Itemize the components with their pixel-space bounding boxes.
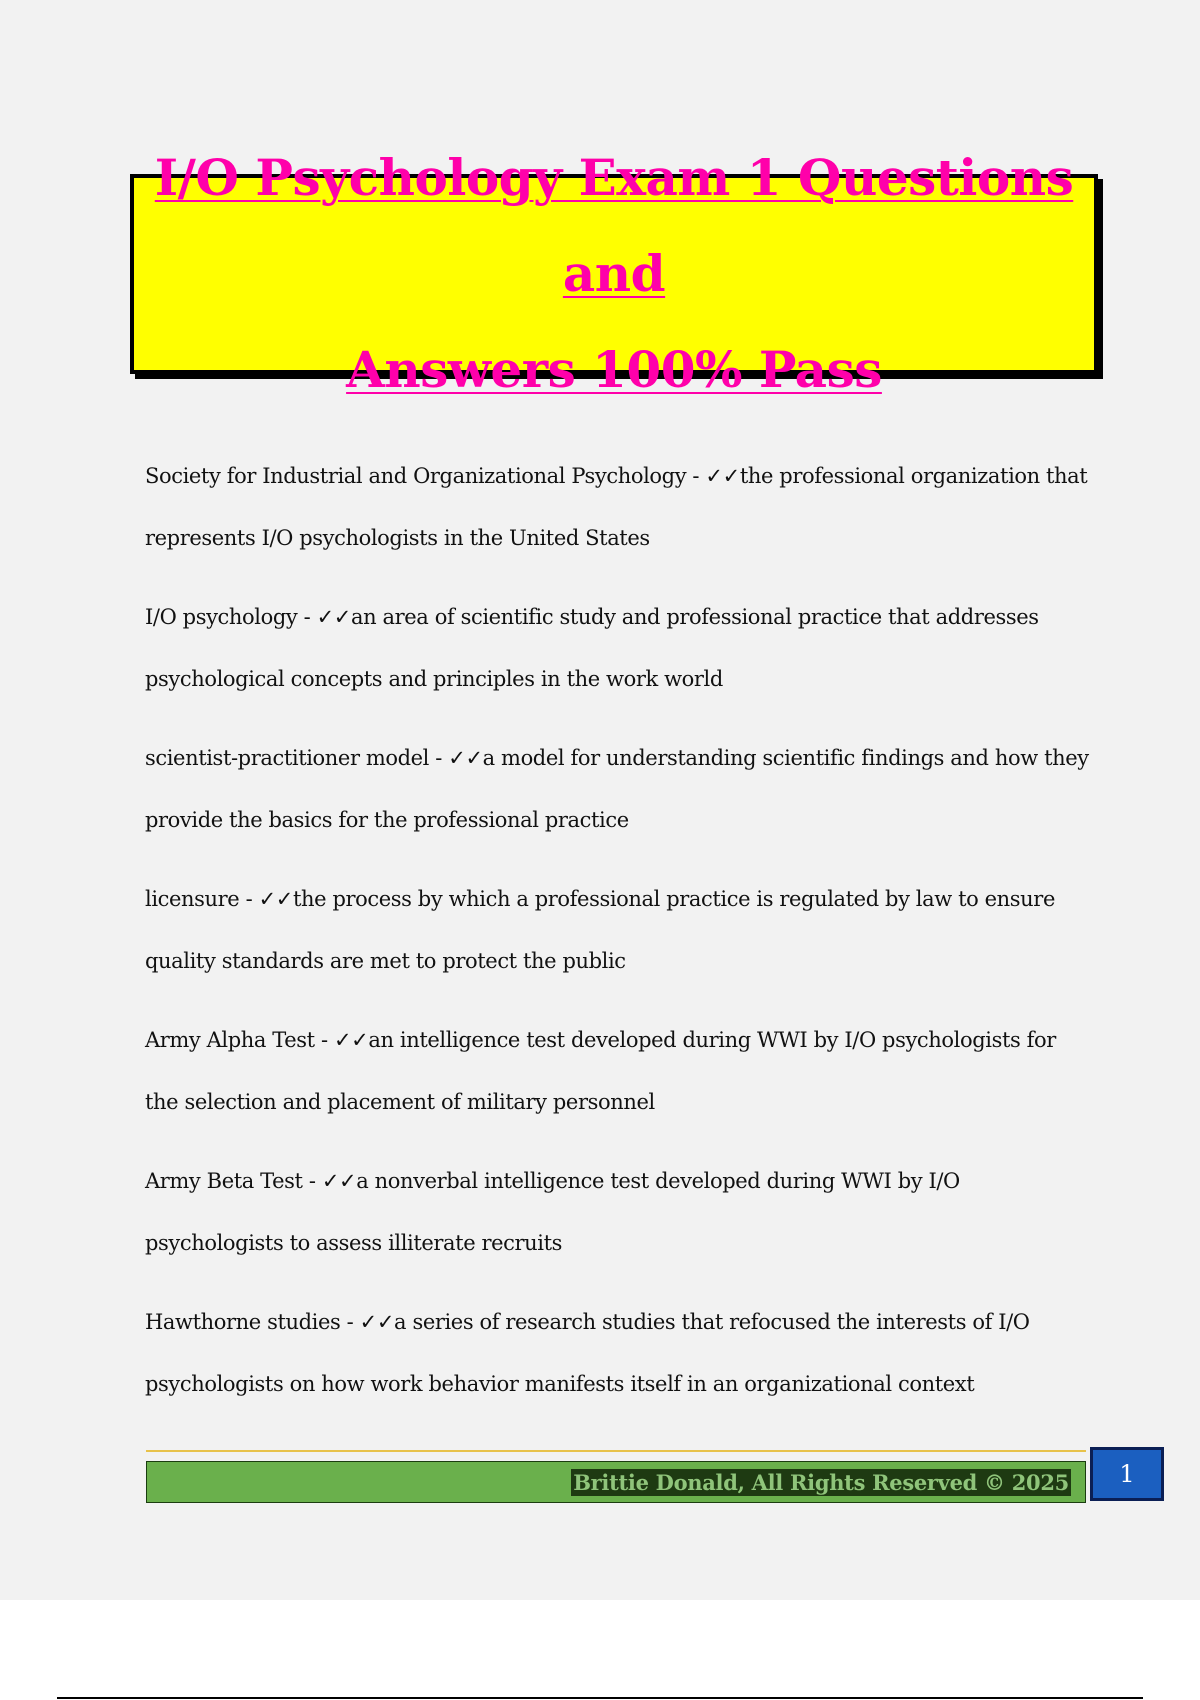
entry-definition: a series of research studies that refocused the interests of I/O psychologists on how work behavior manifests itself in an organizational context	[145, 1310, 1030, 1396]
flashcard-entry	[145, 868, 1095, 992]
title-line-1: I/O Psychology Exam 1 Questions and	[154, 148, 1074, 303]
entry-separator: -	[239, 887, 259, 911]
copyright-text: Brittie Donald, All Rights Reserved © 2025	[573, 1469, 1069, 1495]
footer-bar	[146, 1461, 1086, 1503]
entry-term: Army Alpha Test	[145, 1028, 315, 1052]
flashcard-entry	[145, 1009, 1095, 1133]
check-marks-icon: ✓✓	[316, 605, 351, 629]
page-number: 1	[1090, 1447, 1164, 1501]
entry-definition: an intelligence test developed during WWI by I/O psychologists for the selection and placement of military personnel	[145, 1028, 1056, 1114]
entry-term: Hawthorne studies	[145, 1310, 341, 1334]
footer-divider	[146, 1450, 1086, 1452]
entry-term: scientist-practitioner model	[145, 746, 429, 770]
entry-separator: -	[297, 605, 317, 629]
check-marks-icon: ✓✓	[258, 887, 293, 911]
check-marks-icon: ✓✓	[321, 1169, 357, 1193]
entry-definition: a nonverbal intelligence test developed during WWI by I/O psychologists to assess illiterate recruits	[145, 1169, 960, 1255]
check-marks-icon: ✓✓	[333, 1028, 369, 1052]
entry-term: I/O psychology	[145, 605, 298, 629]
flashcard-entry	[145, 1150, 1095, 1274]
bottom-rule	[57, 1697, 1143, 1699]
entry-separator: -	[429, 746, 449, 770]
entry-separator: -	[686, 464, 706, 488]
flashcard-list	[145, 445, 1095, 1432]
check-marks-icon: ✓✓	[448, 746, 483, 770]
entry-separator: -	[314, 1028, 334, 1052]
check-marks-icon: ✓✓	[359, 1310, 395, 1334]
flashcard-entry	[145, 586, 1095, 710]
title-line-2: Answers 100% Pass	[346, 340, 882, 399]
entry-separator: -	[340, 1310, 360, 1334]
entry-term: Army Beta Test	[145, 1169, 303, 1193]
entry-definition: a model for understanding scientific findings and how they provide the basics for the professional practice	[145, 746, 1089, 832]
entry-separator: -	[302, 1169, 322, 1193]
document-title	[134, 130, 1094, 418]
flashcard-entry	[145, 445, 1095, 569]
flashcard-entry	[145, 1291, 1095, 1415]
entry-definition: the professional organization that represents I/O psychologists in the United States	[145, 464, 1088, 550]
entry-term: Society for Industrial and Organizational Psychology	[145, 464, 687, 488]
entry-definition: an area of scientific study and professional practice that addresses psychological concepts and principles in the work world	[145, 605, 1039, 691]
flashcard-entry	[145, 727, 1095, 851]
entry-definition: the process by which a professional practice is regulated by law to ensure quality standards are met to protect the public	[145, 887, 1055, 973]
title-box	[130, 148, 1098, 399]
check-marks-icon: ✓✓	[705, 464, 740, 488]
entry-term: licensure	[145, 887, 240, 911]
